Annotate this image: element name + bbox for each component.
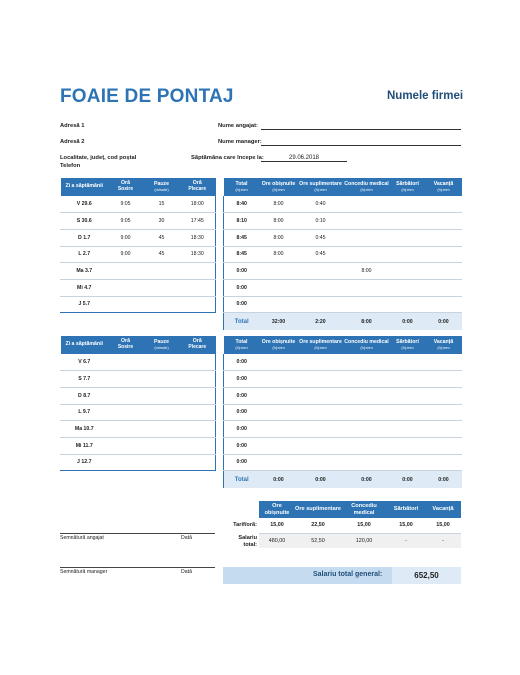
pause-cell[interactable]	[144, 421, 180, 438]
holiday-cell[interactable]	[390, 354, 426, 371]
medical-sum-cell: 0:00	[390, 471, 426, 488]
holiday-cell[interactable]	[390, 263, 426, 280]
rate-label: Tarif/oră:	[233, 522, 257, 528]
header-day: Zi a săptămânii	[61, 336, 108, 354]
table-row	[224, 279, 462, 296]
table-row	[224, 404, 462, 421]
pause-cell[interactable]	[144, 296, 180, 313]
arrival-cell[interactable]	[108, 404, 144, 421]
holiday-cell[interactable]	[390, 196, 426, 213]
regular-cell[interactable]	[260, 437, 298, 454]
day-cell: J 12.7	[61, 454, 108, 471]
holiday-cell[interactable]	[390, 279, 426, 296]
header-total: Total (h):mm	[224, 178, 260, 196]
header-day: Zi a săptămânii	[61, 178, 108, 196]
week2-time-table	[60, 336, 216, 471]
day-cell: Mi 4.7	[61, 279, 108, 296]
holiday-cell[interactable]	[390, 213, 426, 230]
locality[interactable]: Localitate, județ, cod poștal	[60, 155, 137, 161]
leave-cell[interactable]	[180, 279, 216, 296]
vacation-cell[interactable]	[426, 196, 462, 213]
summary-header-regular: Ore obișnuite	[259, 501, 295, 518]
arrival-cell[interactable]: 9:05	[108, 213, 144, 230]
pause-cell[interactable]	[144, 404, 180, 421]
overtime-cell[interactable]	[298, 296, 344, 313]
regular-cell[interactable]	[260, 387, 298, 404]
vacation-cell[interactable]	[426, 296, 462, 313]
vacation-sum-cell: 0:00	[426, 313, 462, 330]
pay-cell: -	[425, 533, 461, 548]
address-2[interactable]: Adresă 2	[60, 139, 85, 145]
day-cell: V 29.6	[61, 196, 108, 213]
header-regular: Ore obișnuite (h):mm	[260, 178, 298, 196]
employee-name-field[interactable]	[261, 122, 461, 130]
holiday-cell[interactable]	[390, 404, 426, 421]
regular-cell[interactable]	[260, 354, 298, 371]
overtime-cell[interactable]	[298, 279, 344, 296]
day-cell: S 7.7	[61, 371, 108, 388]
regular-cell[interactable]	[260, 404, 298, 421]
day-cell: Ma 10.7	[61, 421, 108, 438]
pause-cell[interactable]	[144, 387, 180, 404]
table-row	[61, 454, 216, 471]
pause-cell[interactable]: 15	[144, 196, 180, 213]
header-total: Total (h):mm	[224, 336, 260, 354]
pay-cell: 480,00	[259, 533, 295, 548]
overtime-cell[interactable]	[298, 387, 344, 404]
overtime-cell[interactable]: 0:45	[298, 229, 344, 246]
total-cell: 0:00	[224, 354, 260, 371]
summary-header-medical: Concediu medical	[341, 501, 387, 518]
table-row	[61, 229, 216, 246]
week2-hours-table	[223, 336, 462, 488]
header-leave: Oră Plecare	[180, 336, 216, 354]
rate-cell[interactable]: 15,00	[425, 518, 461, 533]
grand-total-label: Salariu total general:	[313, 571, 383, 578]
leave-cell[interactable]	[180, 387, 216, 404]
total-cell: 0:00	[224, 279, 260, 296]
overtime-cell[interactable]	[298, 437, 344, 454]
manager-date-label: Dată	[181, 569, 192, 575]
employee-date-label: Dată	[181, 535, 192, 541]
medical-cell[interactable]	[344, 437, 390, 454]
day-cell: J 5.7	[61, 296, 108, 313]
overtime-cell[interactable]	[298, 371, 344, 388]
overtime-cell[interactable]	[298, 421, 344, 438]
overtime-cell[interactable]: 0:45	[298, 246, 344, 263]
holiday-cell[interactable]	[390, 229, 426, 246]
manager-signature-label: Semnătură manager	[60, 569, 108, 575]
pause-cell[interactable]	[144, 279, 180, 296]
table-row	[61, 371, 216, 388]
table-row	[224, 454, 462, 471]
arrival-cell[interactable]	[108, 371, 144, 388]
header-overtime: Ore suplimentare (h):mm	[298, 178, 344, 196]
medical-cell[interactable]	[344, 296, 390, 313]
day-cell: S 30.6	[61, 213, 108, 230]
table-row	[61, 213, 216, 230]
pay-label: Salariu total:	[238, 535, 257, 548]
holiday-cell[interactable]	[390, 296, 426, 313]
total-cell: 8:45	[224, 246, 260, 263]
pause-cell[interactable]	[144, 263, 180, 280]
rate-cell[interactable]: 22,50	[295, 518, 341, 533]
overtime-cell[interactable]: 0:10	[298, 213, 344, 230]
day-cell: D 8.7	[61, 387, 108, 404]
medical-cell[interactable]	[344, 213, 390, 230]
table-row	[61, 196, 216, 213]
regular-cell[interactable]	[260, 263, 298, 280]
header-regular: Ore obișnuite (h):mm	[260, 336, 298, 354]
leave-cell[interactable]: 18:30	[180, 229, 216, 246]
total-cell: 0:00	[224, 421, 260, 438]
leave-cell[interactable]	[180, 263, 216, 280]
rate-cell[interactable]: 15,00	[387, 518, 425, 533]
medical-cell[interactable]	[344, 279, 390, 296]
header-arrival: Oră Sosire	[108, 336, 144, 354]
medical-cell[interactable]	[344, 196, 390, 213]
regular-cell[interactable]	[260, 421, 298, 438]
arrival-cell[interactable]	[108, 354, 144, 371]
overtime-sum-cell: 2:20	[298, 313, 344, 330]
header-leave: Oră Plecare	[180, 178, 216, 196]
pause-cell[interactable]: 30	[144, 213, 180, 230]
total-cell: 8:10	[224, 213, 260, 230]
table-row	[224, 437, 462, 454]
overtime-cell[interactable]	[298, 454, 344, 471]
rate-cell[interactable]: 15,00	[341, 518, 387, 533]
holiday-cell[interactable]	[390, 246, 426, 263]
vacation-cell[interactable]	[426, 229, 462, 246]
header-holiday: Sărbători (h):mm	[390, 336, 426, 354]
regular-cell[interactable]: 8:00	[260, 246, 298, 263]
arrival-cell[interactable]: 9:00	[108, 246, 144, 263]
week1-hours-table	[223, 178, 462, 330]
grand-total-value: 652,50	[392, 567, 461, 584]
total-cell: 0:00	[224, 263, 260, 280]
arrival-cell[interactable]	[108, 387, 144, 404]
medical-cell[interactable]	[344, 404, 390, 421]
week-start-label: Săptămâna care începe la:	[191, 155, 264, 161]
medical-cell[interactable]	[344, 246, 390, 263]
vacation-cell[interactable]	[426, 437, 462, 454]
overtime-cell[interactable]	[298, 404, 344, 421]
manager-name-label: Nume manager:	[218, 139, 262, 145]
table-row	[61, 421, 216, 438]
header-vacation: Vacanță (h):mm	[426, 178, 462, 196]
rate-cell[interactable]: 15,00	[259, 518, 295, 533]
total-cell: 0:00	[224, 404, 260, 421]
vacation-cell[interactable]	[426, 263, 462, 280]
medical-cell[interactable]	[344, 421, 390, 438]
table-row	[224, 421, 462, 438]
arrival-cell[interactable]	[108, 279, 144, 296]
table-row	[61, 354, 216, 371]
table-row	[224, 296, 462, 313]
vacation-cell[interactable]	[426, 279, 462, 296]
arrival-cell[interactable]	[108, 437, 144, 454]
overtime-sum-cell: 0:00	[344, 471, 390, 488]
phone[interactable]: Telefon	[60, 163, 81, 169]
header-holiday: Sărbători (h):mm	[390, 178, 426, 196]
manager-signature-line[interactable]	[60, 567, 215, 568]
total-sum-cell: 0:00	[260, 471, 298, 488]
header-arrival: Oră Sosire	[108, 178, 144, 196]
vacation-cell[interactable]	[426, 213, 462, 230]
totals-row	[224, 313, 462, 330]
medical-cell[interactable]	[344, 387, 390, 404]
vacation-cell[interactable]	[426, 354, 462, 371]
employee-signature-line[interactable]	[60, 533, 215, 534]
regular-cell[interactable]: 8:00	[260, 196, 298, 213]
pause-cell[interactable]: 45	[144, 229, 180, 246]
vacation-cell[interactable]	[426, 246, 462, 263]
total-cell: 8:45	[224, 229, 260, 246]
header-overtime: Ore suplimentare (h):mm	[298, 336, 344, 354]
vacation-cell[interactable]	[426, 454, 462, 471]
leave-cell[interactable]	[180, 437, 216, 454]
regular-sum-cell: 0:00	[298, 471, 344, 488]
pause-cell[interactable]: 45	[144, 246, 180, 263]
pause-cell[interactable]	[144, 437, 180, 454]
pay-cell: 120,00	[341, 533, 387, 548]
overtime-cell[interactable]: 0:40	[298, 196, 344, 213]
day-cell: L 9.7	[61, 404, 108, 421]
holiday-cell[interactable]	[390, 387, 426, 404]
week-start-value: 29.06.2018	[288, 155, 320, 161]
table-row	[61, 246, 216, 263]
total-cell: 0:00	[224, 437, 260, 454]
arrival-cell[interactable]: 9:05	[108, 196, 144, 213]
table-row	[224, 196, 462, 213]
regular-cell[interactable]: 8:00	[260, 229, 298, 246]
day-cell: L 2.7	[61, 246, 108, 263]
medical-sum-cell: 8:00	[344, 313, 390, 330]
table-row	[224, 213, 462, 230]
pay-cell: -	[387, 533, 425, 548]
day-cell: Ma 3.7	[61, 263, 108, 280]
table-row	[61, 437, 216, 454]
holiday-sum-cell: 0:00	[390, 313, 426, 330]
totals-label: Total	[224, 313, 260, 330]
grand-total-bar	[223, 567, 461, 584]
pause-cell[interactable]	[144, 371, 180, 388]
table-row	[61, 263, 216, 280]
pause-cell[interactable]	[144, 354, 180, 371]
pause-cell[interactable]	[144, 454, 180, 471]
arrival-cell[interactable]	[108, 421, 144, 438]
leave-cell[interactable]	[180, 421, 216, 438]
leave-cell[interactable]	[180, 404, 216, 421]
header-pause: Pauze (minute)	[144, 336, 180, 354]
pay-row	[259, 533, 461, 548]
header-medical: Concediu medical (h):mm	[344, 336, 390, 354]
vacation-cell[interactable]	[426, 404, 462, 421]
leave-cell[interactable]: 18:30	[180, 246, 216, 263]
summary-header-holiday: Sărbători	[387, 501, 425, 518]
medical-cell[interactable]	[344, 371, 390, 388]
header-medical: Concediu medical (h):mm	[344, 178, 390, 196]
leave-cell[interactable]	[180, 371, 216, 388]
regular-cell[interactable]	[260, 454, 298, 471]
holiday-cell[interactable]	[390, 421, 426, 438]
table-row	[61, 279, 216, 296]
regular-cell[interactable]	[260, 296, 298, 313]
leave-cell[interactable]: 17:45	[180, 213, 216, 230]
table-row	[224, 246, 462, 263]
table-row	[224, 387, 462, 404]
total-cell: 0:00	[224, 454, 260, 471]
regular-cell[interactable]	[260, 279, 298, 296]
day-cell: Mi 11.7	[61, 437, 108, 454]
address-1[interactable]: Adresă 1	[60, 123, 85, 129]
summary-header-vacation: Vacanță	[425, 501, 461, 518]
week1-time-table	[60, 178, 216, 313]
medical-cell[interactable]	[344, 354, 390, 371]
table-row	[61, 404, 216, 421]
regular-sum-cell: 32:00	[260, 313, 298, 330]
table-row	[61, 387, 216, 404]
company-name[interactable]: Numele firmei	[387, 90, 464, 102]
day-cell: D 1.7	[61, 229, 108, 246]
overtime-cell[interactable]	[298, 263, 344, 280]
vacation-cell[interactable]	[426, 421, 462, 438]
summary-header-overtime: Ore suplimentare	[295, 501, 341, 518]
regular-cell[interactable]	[260, 371, 298, 388]
header-pause: Pauze (minute)	[144, 178, 180, 196]
table-row	[224, 354, 462, 371]
arrival-cell[interactable]	[108, 454, 144, 471]
arrival-cell[interactable]	[108, 263, 144, 280]
overtime-cell[interactable]	[298, 354, 344, 371]
total-cell: 0:00	[224, 371, 260, 388]
holiday-sum-cell: 0:00	[426, 471, 462, 488]
holiday-cell[interactable]	[390, 454, 426, 471]
arrival-cell[interactable]: 9:00	[108, 229, 144, 246]
total-cell: 0:00	[224, 296, 260, 313]
totals-row	[224, 471, 462, 488]
day-cell: V 6.7	[61, 354, 108, 371]
leave-cell[interactable]	[180, 454, 216, 471]
rate-row	[259, 518, 461, 533]
holiday-cell[interactable]	[390, 437, 426, 454]
employee-name-label: Nume angajat:	[218, 123, 258, 129]
employee-signature-label: Semnătură angajat	[60, 535, 104, 541]
total-cell: 0:00	[224, 387, 260, 404]
table-row	[224, 229, 462, 246]
regular-cell[interactable]: 8:00	[260, 213, 298, 230]
medical-cell[interactable]	[344, 454, 390, 471]
arrival-cell[interactable]	[108, 296, 144, 313]
vacation-cell[interactable]	[426, 371, 462, 388]
table-row	[224, 263, 462, 280]
table-row	[224, 371, 462, 388]
leave-cell[interactable]	[180, 354, 216, 371]
medical-cell[interactable]	[344, 229, 390, 246]
manager-name-field[interactable]	[261, 138, 461, 146]
leave-cell[interactable]: 18:00	[180, 196, 216, 213]
holiday-cell[interactable]	[390, 371, 426, 388]
page-title: FOAIE DE PONTAJ	[60, 86, 234, 107]
leave-cell[interactable]	[180, 296, 216, 313]
medical-cell[interactable]: 8:00	[344, 263, 390, 280]
total-cell: 8:40	[224, 196, 260, 213]
header-vacation: Vacanță (h):mm	[426, 336, 462, 354]
vacation-cell[interactable]	[426, 387, 462, 404]
totals-label: Total	[224, 471, 260, 488]
pay-cell: 52,50	[295, 533, 341, 548]
table-row	[61, 296, 216, 313]
pay-summary-table	[259, 501, 461, 548]
